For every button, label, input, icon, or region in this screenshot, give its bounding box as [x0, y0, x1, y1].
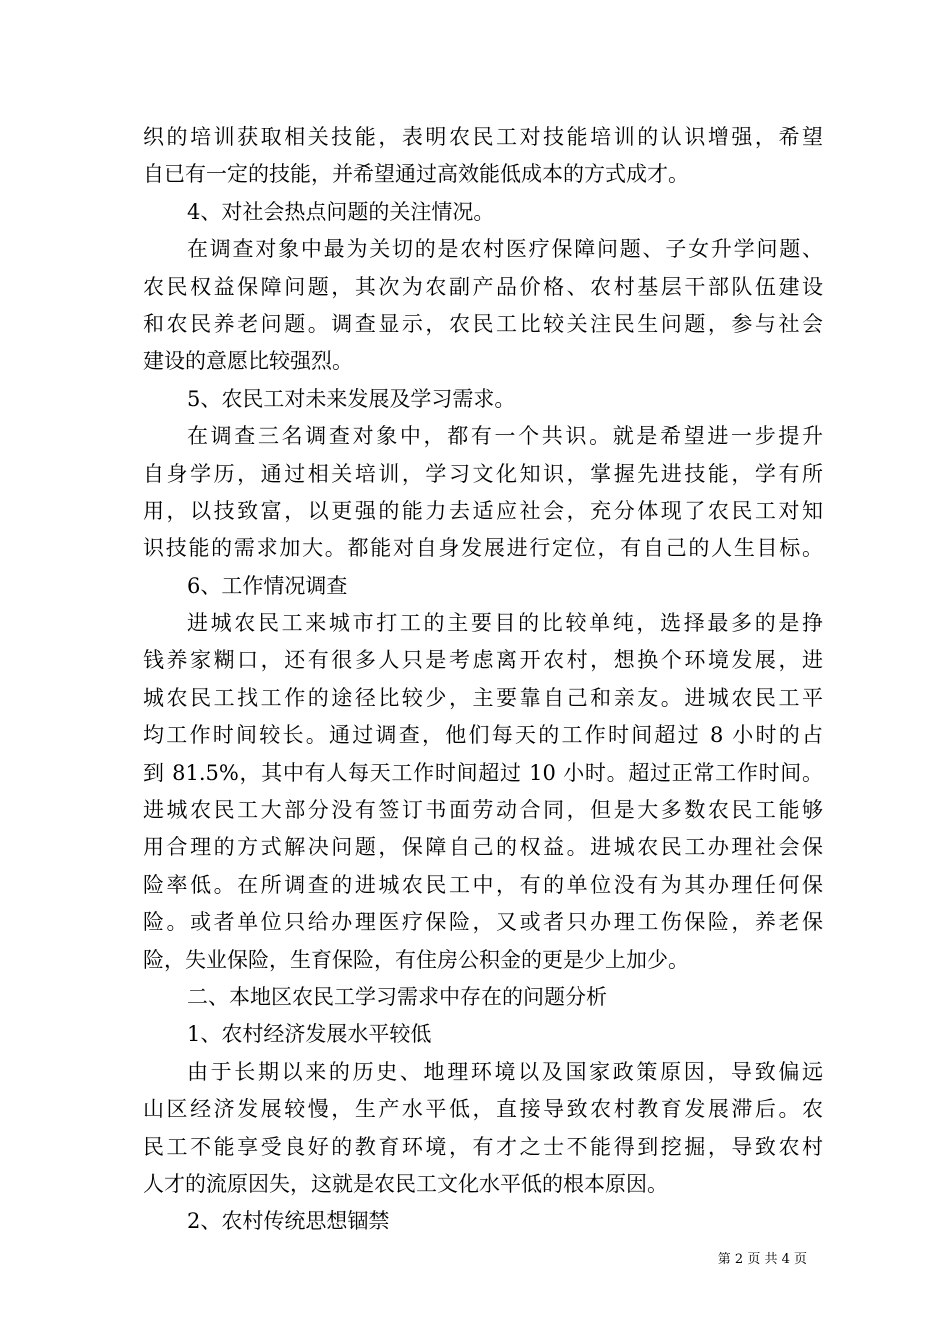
text-line: 农民权益保障问题，其次为农副产品价格、农村基层干部队伍建设: [143, 274, 823, 299]
text-line: 自身学历，通过相关培训，学习文化知识，掌握先进技能，学有所: [143, 461, 823, 486]
text-line: 用，以技致富，以更强的能力去适应社会，充分体现了农民工对知: [143, 498, 823, 523]
text-line: 民工不能享受良好的教育环境，有才之士不能得到挖掘，导致农村: [143, 1134, 823, 1159]
text-line: 进城农民工来城市打工的主要目的比较单纯，选择最多的是挣: [187, 611, 823, 636]
text-line: 织的培训获取相关技能，表明农民工对技能培训的认识增强，希望: [143, 125, 823, 149]
body-text: [143, 119, 823, 1241]
text-line: 人才的流原因失，这就是农民工文化水平低的根本原因。: [143, 1171, 668, 1196]
text-line: 自已有一定的技能，并希望通过高效能低成本的方式成才。: [143, 162, 689, 187]
text-line: 钱养家糊口，还有很多人只是考虑离开农村，想换个环境发展，进: [143, 648, 823, 673]
text-line: 险率低。在所调查的进城农民工中，有的单位没有为其办理任何保: [143, 872, 823, 897]
text-line: 4、对社会热点问题的关注情况。: [187, 199, 495, 224]
text-line: 山区经济发展较慢，生产水平低，直接导致农村教育发展滞后。农: [143, 1097, 823, 1122]
text-line: 险，失业保险，生育保险，有住房公积金的更是少上加少。: [143, 947, 689, 972]
text-line: 识技能的需求加大。都能对自身发展进行定位，有自己的人生目标。: [143, 536, 823, 561]
text-line: 6、工作情况调查: [187, 573, 348, 598]
text-line: 2、农村传统思想锢禁: [187, 1209, 390, 1234]
text-line: 险。或者单位只给办理医疗保险，又或者只办理工伤保险，养老保: [143, 910, 823, 935]
text-line: 在调查对象中最为关切的是农村医疗保障问题、子女升学问题、: [187, 237, 823, 262]
text-line: 建设的意愿比较强烈。: [143, 349, 353, 374]
text-line: 二、本地区农民工学习需求中存在的问题分析: [187, 984, 607, 1009]
text-line: 由于长期以来的历史、地理环境以及国家政策原因，导致偏远: [187, 1059, 823, 1084]
text-line: 用合理的方式解决问题，保障自己的权益。进城农民工办理社会保: [143, 835, 823, 860]
text-line: 在调查三名调查对象中，都有一个共识。就是希望进一步提升: [187, 424, 823, 449]
page-number-footer: 第 2 页 共 4 页: [717, 1252, 807, 1267]
text-line: 均工作时间较长。通过调查，他们每天的工作时间超过 8 小时的占: [143, 723, 823, 748]
text-line: 到 81.5%，其中有人每天工作时间超过 10 小时。超过正常工作时间。: [143, 760, 823, 785]
text-line: 1、农村经济发展水平较低: [187, 1022, 432, 1047]
text-line: 进城农民工大部分没有签订书面劳动合同，但是大多数农民工能够: [143, 798, 823, 823]
text-line: 城农民工找工作的途径比较少，主要靠自己和亲友。进城农民工平: [143, 685, 823, 710]
text-line: 5、农民工对未来发展及学习需求。: [187, 386, 516, 411]
text-line: 和农民养老问题。调查显示，农民工比较关注民生问题，参与社会: [143, 311, 823, 336]
